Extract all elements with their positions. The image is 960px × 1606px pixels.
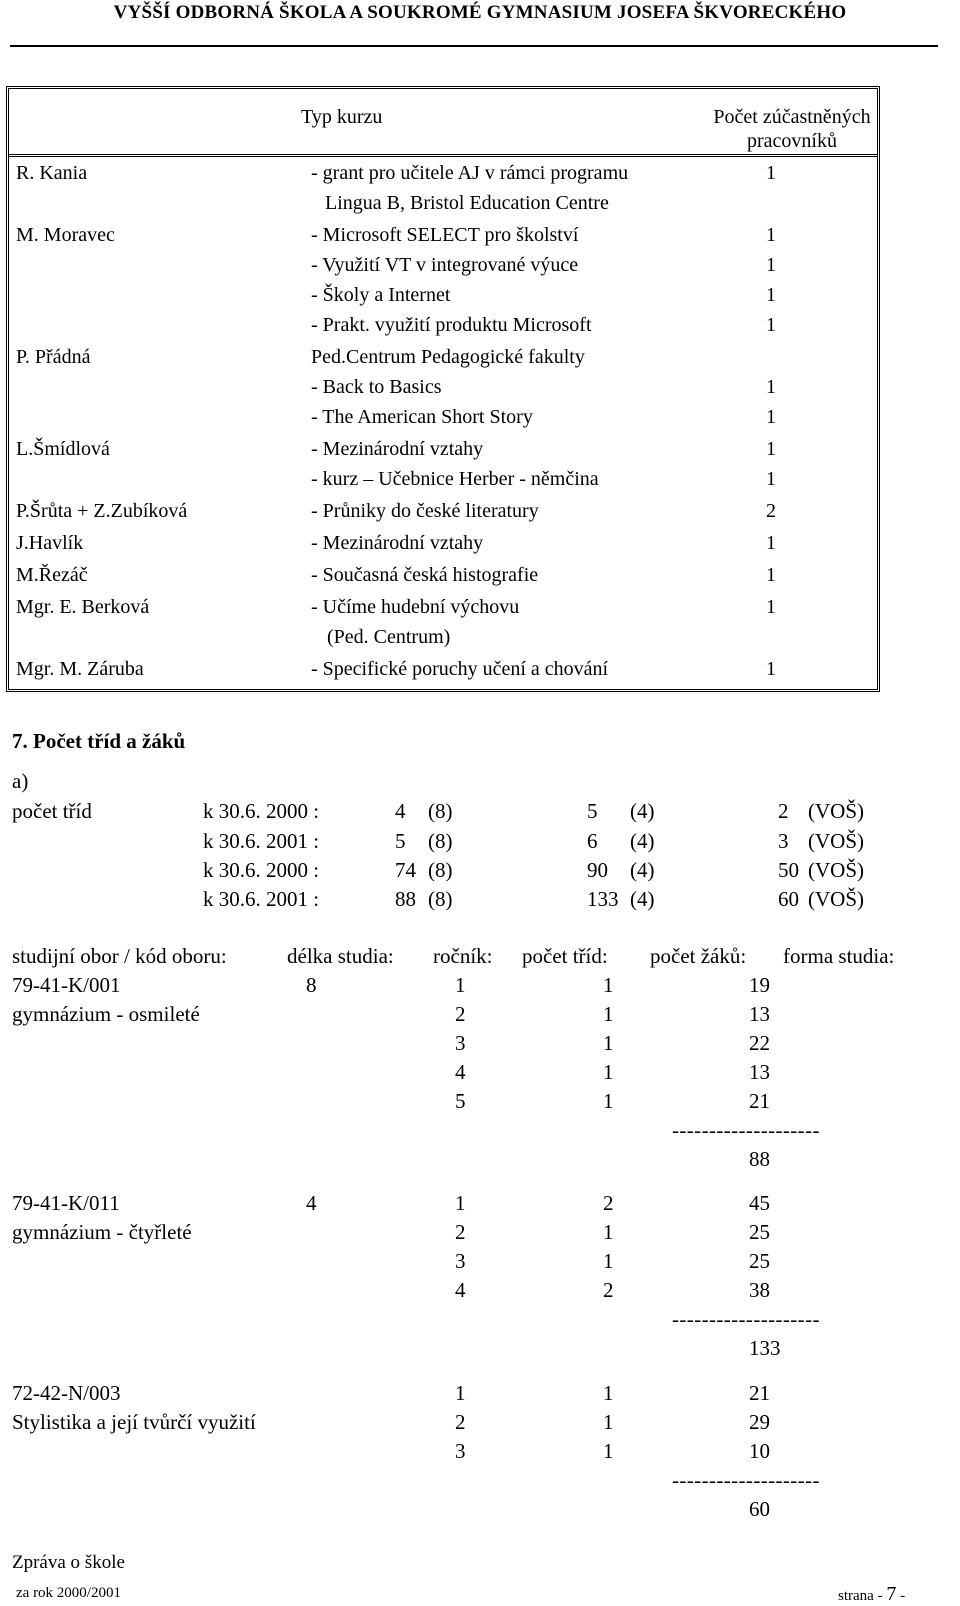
study-header-year: ročník: (433, 944, 493, 968)
program-students: 10 (749, 1439, 770, 1463)
participant-count: 1 (766, 532, 776, 554)
class-count-gym8: 4 (395, 799, 406, 823)
program-year: 5 (455, 1089, 466, 1113)
program-classes: 2 (603, 1278, 614, 1302)
program-code: 79-41-K/001 (12, 973, 121, 997)
program-year: 1 (455, 1381, 466, 1405)
class-count-vos: 2 (778, 799, 789, 823)
course-name: - Využití VT v integrované výuce (311, 254, 579, 276)
participant-count: 1 (766, 314, 776, 336)
participant-name: P.Šrůta + Z.Zubíková (16, 500, 188, 522)
course-name: - Mezinárodní vztahy (311, 438, 484, 460)
program-students: 25 (749, 1220, 770, 1244)
program-classes: 1 (603, 973, 614, 997)
section-heading: 7. Počet tříd a žáků (12, 729, 186, 753)
total-separator: -------------------- (672, 1307, 820, 1331)
course-name: Ped.Centrum Pedagogické fakulty (311, 346, 585, 368)
class-count-gym4: 90 (587, 858, 608, 882)
program-students: 45 (749, 1191, 770, 1215)
program-students: 29 (749, 1410, 770, 1434)
class-count-gym4: 133 (587, 887, 619, 911)
program-students: 22 (749, 1031, 770, 1055)
course-name: - Průniky do české literatury (311, 500, 539, 522)
page-suffix: - (900, 1588, 906, 1604)
class-count-label: počet tříd (12, 799, 92, 823)
program-code: 79-41-K/011 (12, 1191, 120, 1215)
participant-count: 1 (766, 224, 776, 246)
program-classes: 2 (603, 1191, 614, 1215)
participant-name: Mgr. M. Záruba (16, 658, 144, 680)
study-header-form: forma studia: (783, 944, 895, 968)
class-count-date: k 30.6. 2001 : (203, 887, 320, 911)
course-name: - Současná česká histografie (311, 564, 539, 586)
course-table (6, 86, 880, 692)
program-year: 3 (455, 1031, 466, 1055)
course-name: - Microsoft SELECT pro školství (311, 224, 579, 246)
program-length: 4 (306, 1191, 317, 1215)
header-rule (10, 45, 938, 47)
column-header-participants-line2: pracovníků (747, 130, 837, 152)
program-year: 1 (455, 1191, 466, 1215)
program-year: 3 (455, 1439, 466, 1463)
program-classes: 1 (603, 1031, 614, 1055)
course-name: - Specifické poruchy učení a chování (311, 658, 609, 680)
class-count-gym8: 88 (395, 887, 416, 911)
class-count-gym8: 5 (395, 829, 406, 853)
class-count-vos-label: (VOŠ) (808, 887, 864, 911)
class-count-vos-label: (VOŠ) (808, 858, 864, 882)
class-count-gym8-label: (8) (428, 858, 453, 882)
program-classes: 1 (603, 1381, 614, 1405)
program-name: Stylistika a její tvůrčí využití (12, 1410, 256, 1434)
course-name: - grant pro učitele AJ v rámci programu (311, 162, 629, 184)
participant-name: J.Havlík (16, 532, 84, 554)
participant-count: 1 (766, 658, 776, 680)
class-count-gym8-label: (8) (428, 887, 453, 911)
class-count-gym4: 5 (587, 799, 598, 823)
class-count-vos-label: (VOŠ) (808, 799, 864, 823)
participant-count: 1 (766, 438, 776, 460)
footer-year: za rok 2000/2001 (16, 1585, 121, 1601)
study-header-length: délka studia: (287, 944, 394, 968)
course-name: - Školy a Internet (311, 284, 451, 306)
program-name: gymnázium - osmileté (12, 1002, 200, 1026)
course-name: - Učíme hudební výchovu (311, 596, 520, 618)
program-year: 4 (455, 1278, 466, 1302)
program-year: 2 (455, 1410, 466, 1434)
class-count-vos: 3 (778, 829, 789, 853)
participant-count: 1 (766, 468, 776, 490)
class-count-gym4: 6 (587, 829, 598, 853)
program-classes: 1 (603, 1002, 614, 1026)
participant-count: 1 (766, 284, 776, 306)
participant-count: 1 (766, 254, 776, 276)
class-count-gym4-label: (4) (630, 858, 655, 882)
course-name: - Prakt. využití produktu Microsoft (311, 314, 592, 336)
course-name: - kurz – Učebnice Herber - němčina (311, 468, 599, 490)
program-name: gymnázium - čtyřleté (12, 1220, 192, 1244)
program-classes: 1 (603, 1249, 614, 1273)
class-count-gym4-label: (4) (630, 887, 655, 911)
course-name: Lingua B, Bristol Education Centre (325, 192, 609, 214)
course-name: (Ped. Centrum) (327, 626, 451, 648)
participant-count: 1 (766, 162, 776, 184)
program-year: 1 (455, 973, 466, 997)
class-count-gym8: 74 (395, 858, 416, 882)
program-year: 2 (455, 1220, 466, 1244)
program-students: 19 (749, 973, 770, 997)
study-header-students: počet žáků: (650, 944, 747, 968)
participant-count: 1 (766, 406, 776, 428)
course-name: - Back to Basics (311, 376, 442, 398)
program-total: 133 (749, 1336, 781, 1360)
program-classes: 1 (603, 1410, 614, 1434)
program-code: 72-42-N/003 (12, 1381, 121, 1405)
program-students: 21 (749, 1089, 770, 1113)
total-separator: -------------------- (672, 1118, 820, 1142)
participant-name: M.Řezáč (16, 564, 88, 586)
program-students: 13 (749, 1002, 770, 1026)
class-count-vos: 60 (778, 887, 799, 911)
class-count-vos-label: (VOŠ) (808, 829, 864, 853)
class-count-vos: 50 (778, 858, 799, 882)
column-header-participants-line1: Počet zúčastněných (713, 106, 871, 128)
page-number: 7 (886, 1583, 897, 1605)
class-count-date: k 30.6. 2000 : (203, 799, 320, 823)
program-students: 13 (749, 1060, 770, 1084)
program-classes: 1 (603, 1060, 614, 1084)
course-name: - The American Short Story (311, 406, 533, 428)
program-total: 88 (749, 1147, 770, 1171)
class-count-date: k 30.6. 2001 : (203, 829, 320, 853)
program-students: 25 (749, 1249, 770, 1273)
participant-name: Mgr. E. Berková (16, 596, 150, 618)
participant-name: M. Moravec (16, 224, 115, 246)
participant-count: 1 (766, 376, 776, 398)
column-header-course-type: Typ kurzu (301, 106, 383, 128)
class-count-gym4-label: (4) (630, 799, 655, 823)
participant-count: 1 (766, 596, 776, 618)
participant-name: P. Přádná (16, 346, 91, 368)
class-count-gym8-label: (8) (428, 799, 453, 823)
footer-report-title: Zpráva o škole (12, 1552, 125, 1573)
total-separator: -------------------- (672, 1468, 820, 1492)
study-header-field: studijní obor / kód oboru: (12, 944, 227, 968)
page-prefix: strana - (838, 1588, 883, 1604)
page-header-title: VYŠŠÍ ODBORNÁ ŠKOLA A SOUKROMÉ GYMNASIUM JOSEFA ŠKVORECKÉHO (113, 2, 847, 23)
participant-count: 1 (766, 564, 776, 586)
program-year: 4 (455, 1060, 466, 1084)
program-classes: 1 (603, 1439, 614, 1463)
program-total: 60 (749, 1497, 770, 1521)
column-header-participants (697, 105, 887, 153)
participant-name: R. Kania (16, 162, 88, 184)
participant-count: 2 (766, 500, 776, 522)
course-name: - Mezinárodní vztahy (311, 532, 484, 554)
participant-name: L.Šmídlová (16, 438, 110, 460)
program-length: 8 (306, 973, 317, 997)
study-header-classes: počet tříd: (522, 944, 608, 968)
class-count-gym4-label: (4) (630, 829, 655, 853)
table-header-rule (9, 154, 877, 157)
class-count-gym8-label: (8) (428, 829, 453, 853)
program-year: 3 (455, 1249, 466, 1273)
class-count-date: k 30.6. 2000 : (203, 858, 320, 882)
footer-page-number (838, 1583, 905, 1606)
program-classes: 1 (603, 1089, 614, 1113)
program-year: 2 (455, 1002, 466, 1026)
program-students: 38 (749, 1278, 770, 1302)
subsection-label-a: a) (12, 769, 29, 793)
program-classes: 1 (603, 1220, 614, 1244)
program-students: 21 (749, 1381, 770, 1405)
